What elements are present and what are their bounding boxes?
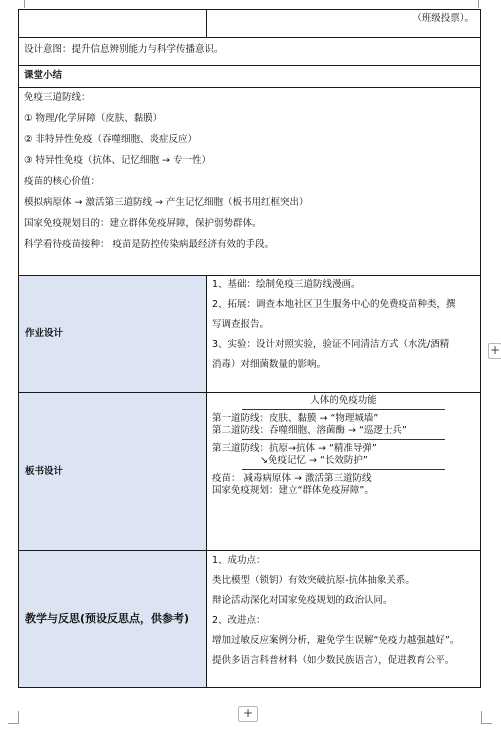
reflection-line: 1、成功点： — [212, 555, 266, 566]
table-row — [19, 66, 481, 88]
board-divider — [242, 439, 445, 440]
table-row — [19, 10, 481, 38]
table-row — [19, 88, 481, 276]
board-label: 板书设计 — [19, 393, 207, 551]
lesson-plan-table — [18, 9, 481, 688]
board-line: 国家免疫规划：建立“群体免疫屏障”。 — [212, 485, 374, 496]
design-intent-text: 设计意图：提升信息辨别能力与科学传播意识。 — [24, 44, 224, 55]
table-row — [19, 38, 481, 66]
summary-line: 科学看待疫苗接种： 疫苗是防控传染病最经济有效的手段。 — [24, 239, 275, 250]
board-line: 第一道防线：皮肤、黏膜 → “物理城墙” — [212, 413, 379, 424]
reflection-label: 教学与反思(预设反思点，供参考) — [19, 551, 207, 688]
crop-mark-top-left — [16, 0, 25, 8]
crop-mark-bottom-right — [481, 711, 492, 724]
homework-line: 2、拓展：调查本地社区卫生服务中心的免费疫苗种类，撰 — [212, 299, 456, 310]
summary-line: ② 非特异性免疫（吞噬细胞、炎症反应） — [24, 134, 198, 145]
table-row — [19, 551, 481, 688]
summary-line: 国家免疫规划目的：建立群体免疫屏障，保护弱势群体。 — [24, 218, 262, 229]
add-column-button[interactable]: + — [489, 343, 501, 357]
homework-line: 1、基础：绘制免疫三道防线漫画。 — [212, 279, 361, 290]
summary-line: 模拟病原体 → 激活第三道防线 → 产生记忆细胞（板书用红框突出） — [24, 197, 309, 208]
homework-line: 写调查报告。 — [212, 319, 270, 330]
homework-line: 消毒）对细菌数量的影响。 — [212, 359, 327, 370]
add-row-button[interactable]: + — [238, 706, 258, 722]
homework-cell — [207, 276, 481, 393]
board-line: ↘免疫记忆 → “长效防护” — [260, 455, 368, 466]
table-row — [19, 393, 481, 551]
board-line: 第三道防线：抗原→抗体 → “精准导弹” — [212, 443, 377, 454]
summary-line: 免疫三道防线： — [24, 92, 91, 103]
homework-line: 3、实验：设计对照实验，验证不同清洁方式（水洗/酒精 — [212, 339, 450, 350]
reflection-cell — [207, 551, 481, 688]
table-row — [19, 276, 481, 393]
top-left-cell — [19, 10, 207, 38]
homework-label: 作业设计 — [19, 276, 207, 393]
reflection-line: 增加过敏反应案例分析，避免学生误解“免疫力越强越好”。 — [212, 635, 460, 646]
board-line: 第二道防线：吞噬细胞、溶菌酶 → “巡逻士兵” — [212, 425, 407, 436]
reflection-line: 辩论活动深化对国家免疫规划的政治认同。 — [212, 595, 393, 606]
board-divider — [242, 409, 445, 410]
board-line: 疫苗： 减毒病原体 → 激活第三道防线 — [212, 473, 372, 484]
crop-mark-bottom-left — [8, 711, 19, 724]
reflection-line: 2、改进点： — [212, 615, 266, 626]
summary-line: ① 物理/化学屏障（皮肤、黏膜） — [24, 113, 163, 124]
reflection-line: 类比模型（锁钥）有效突破抗原-抗体抽象关系。 — [212, 575, 415, 586]
board-cell — [207, 393, 481, 551]
crop-mark-top-right — [478, 0, 487, 8]
top-right-cell — [207, 10, 481, 38]
summary-line: ③ 特异性免疫（抗体、记忆细胞 → 专一性） — [24, 155, 212, 166]
reflection-line: 提供多语言科普材料（如少数民族语言），促进教育公平。 — [212, 655, 455, 666]
board-title: 人体的免疫功能 — [310, 395, 377, 406]
summary-line: 疫苗的核心价值： — [24, 176, 101, 187]
class-vote-text: （班级投票）。 — [412, 13, 474, 24]
design-intent-cell — [19, 38, 481, 66]
summary-cell — [19, 88, 481, 276]
board-divider — [242, 469, 445, 470]
summary-title: 课堂小结 — [19, 66, 481, 88]
